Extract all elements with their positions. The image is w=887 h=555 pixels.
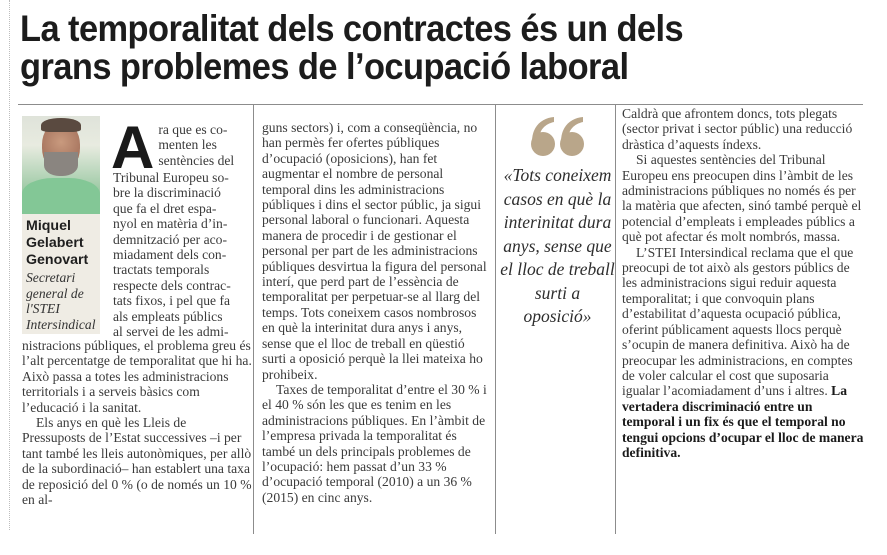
author-name	[26, 218, 100, 269]
drop-cap: A	[111, 114, 155, 181]
paragraph: Si aquestes sentències del Tribunal Europeu ens preocupen dins l’àmbit de les administracions públiques no només és per la matèria que afecten, sinó també perquè el potencial d’empleats i empleades públics a què pot afectar és molt nombrós, massa.	[622, 152, 862, 245]
quote-mark-icon	[528, 112, 588, 162]
author-name-line: Genovart	[26, 252, 89, 268]
intro-line: Tribunal Europeu so-	[113, 170, 229, 185]
author-role-line: general de	[26, 285, 84, 301]
intro-line: sentències del	[158, 152, 235, 168]
intro-line: al servei de les admi-	[113, 324, 229, 340]
column-3	[622, 106, 868, 460]
intro-line: nyol en matèria d’in-	[113, 216, 228, 232]
paragraph: Caldrà que afrontem doncs, tots plegats (sector privat i sector públic) una reducció dràstica d’aquests índexs.	[622, 106, 853, 152]
intro-line: tats fixos, i pel que fa	[113, 293, 231, 309]
author-role	[26, 270, 102, 332]
author-name-line: Gelabert	[26, 235, 84, 251]
photo-beard	[44, 152, 78, 176]
intro-line: ra que es co-	[158, 122, 228, 137]
column-divider-1	[253, 104, 254, 534]
headline-line-1: La temporalitat dels contractes és un dels	[20, 8, 684, 49]
column-divider-3	[615, 104, 616, 534]
intro-line: demnització per aco-	[113, 231, 227, 247]
author-role-line: Secretari	[26, 270, 76, 285]
photo-shirt	[22, 178, 100, 214]
intro-line: miadament dels con-	[113, 247, 227, 263]
photo-hair	[41, 118, 81, 132]
intro-line: menten les	[158, 137, 217, 153]
pull-quote: «Tots coneixem casos en què la interinitat dura anys, sense que el lloc de treball surti a oposició»	[500, 165, 615, 326]
paragraph: guns sectors) i, com a conseqüència, no han permès fer ofertes públiques d’ocupació (oposicions), han fet augmentar el nombre de personal temporal dins les administracions públiques i dins el sector públic, ja sigui personal laboral o funcionari. Aquesta manera de procedir i de gestionar el personal per part de les administracions públiques desvirtua la figura del personal interí, que perd part de l’essència de temporalitat per perpetuar-se al llarg del temps. Tots coneixem casos nombrosos en què la interinitat dura anys i anys, sense que el lloc de treball en qüestió surti a oposició perquè la llei mateixa ho prohibeix.	[262, 120, 487, 382]
intro-line: respecte dels contrac-	[113, 277, 231, 293]
author-role-line: l'STEI	[26, 301, 60, 317]
author-name-line: Miquel	[26, 218, 71, 234]
headline	[20, 10, 820, 86]
paragraph-text: L’STEI Intersindical reclama que el que preocupi de tot això als gestors públics de les administracions sigui reduir aquesta temporalitat; i que convoquin plans d’estabilitat d’aquesta ocupació pública, oferint públicament aquests llocs perquè s’ocupin de manera definitiva. Això ha de preocupar les administracions, en comptes de voler calcular el cost que suposaria igualar l’acomiadament d’uns i altres.	[622, 244, 854, 399]
column-1-body	[22, 338, 252, 507]
column-2	[262, 120, 492, 505]
intro-line: als empleats públics	[113, 308, 223, 324]
author-role-line: Intersindical	[26, 316, 96, 332]
paragraph: Els anys en què les Lleis de Pressuposts de l’Estat successives –i per tant també les lleis autonòmiques, per allò de la subordinació– han establert una taxa de reposició del 0 % (o de només un 10 % en al-	[22, 415, 252, 508]
left-margin-rule	[9, 0, 10, 530]
column-1-intro	[111, 114, 251, 340]
top-divider	[18, 104, 498, 105]
paragraph	[622, 245, 868, 461]
intro-line: bre la discriminació	[113, 185, 221, 201]
paragraph: nistracions públiques, el problema greu és l’alt percentatge de temporalitat que hi ha. Això passa a totes les administracions territorials i a serveis bàsics com l’educació i la sanitat.	[22, 338, 252, 415]
paragraph: Taxes de temporalitat d’entre el 30 % i el 40 % són les que es tenim en les administracions públiques. En l’àmbit de l’empresa privada la temporalitat és també un dels principals problemes de l’ocupació: hem passat d’un 33 % d’ocupació temporal (2010) a un 36 % (2015) en cinc anys.	[262, 381, 487, 505]
headline-line-2: grans problemes de l’ocupació laboral	[20, 46, 629, 87]
top-divider-quote	[495, 104, 615, 105]
intro-line: que fa el dret espa-	[113, 200, 217, 216]
column-divider-2	[495, 104, 496, 534]
top-divider-right	[615, 104, 863, 105]
closing-statement: La vertadera discriminació entre un temporal i un fix és que el temporal no tengui opcions d’ocupar el lloc de manera definitiva.	[622, 383, 864, 460]
intro-line: tractats temporals	[113, 262, 210, 278]
author-photo	[22, 116, 100, 214]
